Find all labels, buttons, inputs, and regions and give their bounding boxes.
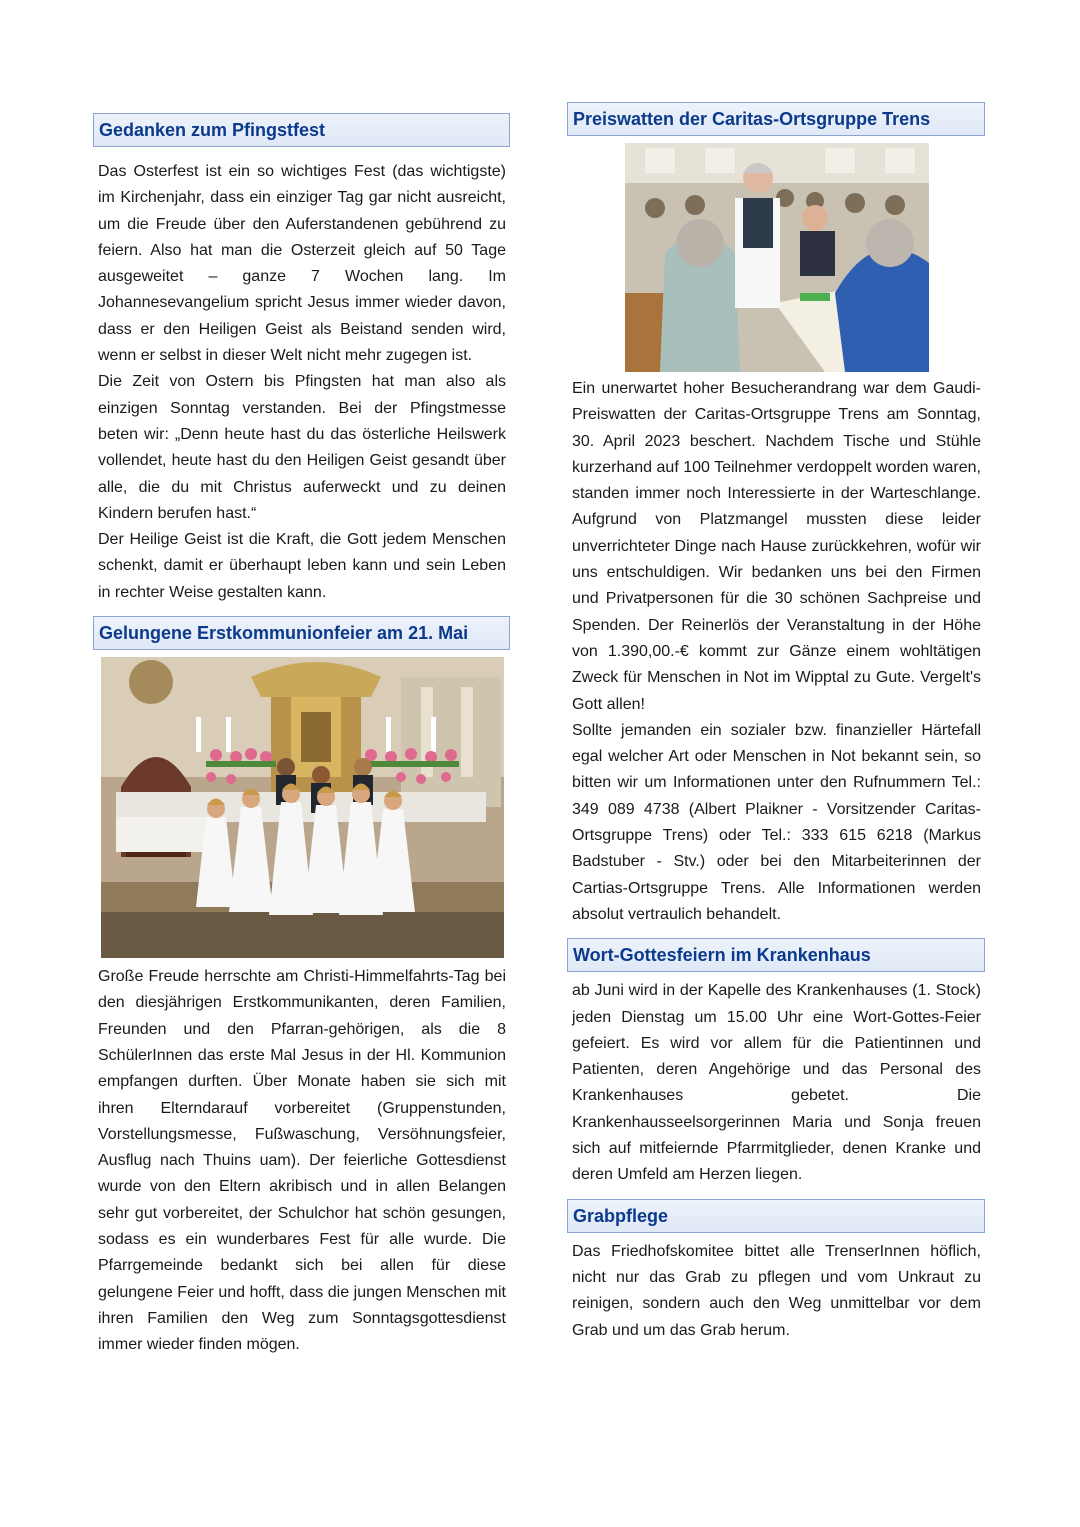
- church-altar-children-illustration: [101, 657, 504, 958]
- heading-wort-gottesfeiern: Wort-Gottesfeiern im Krankenhaus: [567, 938, 985, 972]
- heading-grabpflege: Grabpflege: [567, 1199, 985, 1233]
- paragraph-pfingstfest-3: Der Heilige Geist ist die Kraft, die Gott jedem Menschen schenkt, damit er überhaupt leben kann und sein Leben in rechter Weise gestalten kann.: [98, 531, 506, 601]
- paragraph-preiswatten-1: Ein unerwartet hoher Besucherandrang war dem Gaudi-Preiswatten der Caritas-Ortsgruppe Trens am Sonntag, 30. April 2023 beschert. Nachdem Tische und Stühle kurzerhand auf 100 Teilnehmer verdoppelt worden waren, standen immer noch Interessierte in der Warteschlange. Aufgrund von Platzmangel mussten diese leider unverrichteter Dinge nach Hause zurückkehren, wofür wir uns entschuldigen. Wir bedanken uns bei den Firmen und Privatpersonen für die 30 schönen Sachpreise und Spenden. Der Reinerlös der Veranstaltung in der Höhe von 1.390,00.-€ kommt zur Gänze einem wohltätigen Zweck für Menschen in Not im Wipptal zu Gute. Vergelt's Gott allen!: [572, 380, 981, 713]
- heading-preiswatten: Preiswatten der Caritas-Ortsgruppe Trens: [567, 102, 985, 136]
- heading-pfingstfest: Gedanken zum Pfingstfest: [93, 113, 510, 147]
- photo-erstkommunion: [101, 657, 504, 958]
- paragraph-pfingstfest-1: Das Osterfest ist ein so wichtiges Fest (das wichtigste) im Kirchenjahr, dass ein einziger Tag gar nicht ausreicht, um die Freude über den Auferstandenen gebührend zu feiern. Also hat man die Osterzeit gleich auf 50 Tage ausgeweitet – ganze 7 Wochen lang. Im Johannesevangelium spricht Jesus immer wieder davon, dass er den Heiligen Geist als Beistand senden wird, wenn er selbst in dieser Welt nicht mehr zugegen ist.: [98, 163, 506, 365]
- heading-erstkommunion: Gelungene Erstkommunionfeier am 21. Mai: [93, 616, 510, 650]
- paragraph-erstkommunion: Große Freude herrschte am Christi-Himmelfahrts-Tag bei den diesjährigen Erstkommunikanten, deren Familien, Freunden und den Pfarran-gehörigen, als die 8 SchülerInnen das erste Mal Jesus in der Hl. Kommunion empfangen durften. Über Monate haben sie sich mit ihren Elterndarauf vorbereitet (Gruppenstunden, Vorstellungsmesse, Fußwaschung, Versöhnungsfeier, Ausflug nach Thuins uam). Der feierliche Gottesdienst wurde von den Eltern akribisch und in allen Belangen sehr gut vorbereitet, der Schulchor hat schön gesungen, sodass es ein wunderbares Fest für alle wurde. Die Pfarrgemeinde bedankt sich bei allen für diese gelungene Feier und hofft, dass die jungen Menschen mit ihren Familien den Weg zum Sonntagsgottesdienst immer wieder finden mögen.: [98, 968, 506, 1354]
- paragraph-wort-gottesfeiern: ab Juni wird in der Kapelle des Krankenhauses (1. Stock) jeden Dienstag um 15.00 Uhr eine Wort-Gottes-Feier gefeiert. Es wird vor allem für die Patientinnen und Patienten, deren Angehörige und das Personal des Krankenhauses gebetet. Die Krankenhausseelsorgerinnen Maria und Sonja freuen sich auf mitfeiernde Pfarrmitglieder, denen Kranke und deren Umfeld am Herzen liegen.: [572, 982, 981, 1184]
- right-column: [567, 102, 985, 1344]
- card-game-hall-illustration: [625, 143, 929, 372]
- paragraph-pfingstfest-2: Die Zeit von Ostern bis Pfingsten hat man also als einzigen Sonntag verstanden. Bei der Pfingstmesse beten wir: „Denn heute hast du das österliche Heilswerk vollendet, heute hast du den Heiligen Geist gesandt über alle, die du mit Christus auferweckt und zu deinen Kindern berufen hast.“: [98, 373, 506, 522]
- left-column: [93, 113, 510, 1359]
- paragraph-preiswatten-2: Sollte jemanden ein sozialer bzw. finanzieller Härtefall egal welcher Art oder Menschen in Not bekannt sein, so bitten wir um Informationen unter den Rufnummern Tel.: 349 089 4738 (Albert Plaikner - Vorsitzender Caritas-Ortsgruppe Trens) oder Tel.: 333 615 6218 (Markus Badstuber - Stv.) oder bei den Mitarbeiterinnen der Cartias-Ortsgruppe Trens. Alle Informationen werden absolut vertraulich behandelt.: [572, 721, 981, 923]
- photo-preiswatten: [625, 143, 929, 372]
- paragraph-grabpflege: Das Friedhofskomitee bittet alle TrenserInnen höflich, nicht nur das Grab zu pflegen und vom Unkraut zu reinigen, sondern auch den Weg unmittelbar vor dem Grab und um das Grab herum.: [572, 1242, 981, 1339]
